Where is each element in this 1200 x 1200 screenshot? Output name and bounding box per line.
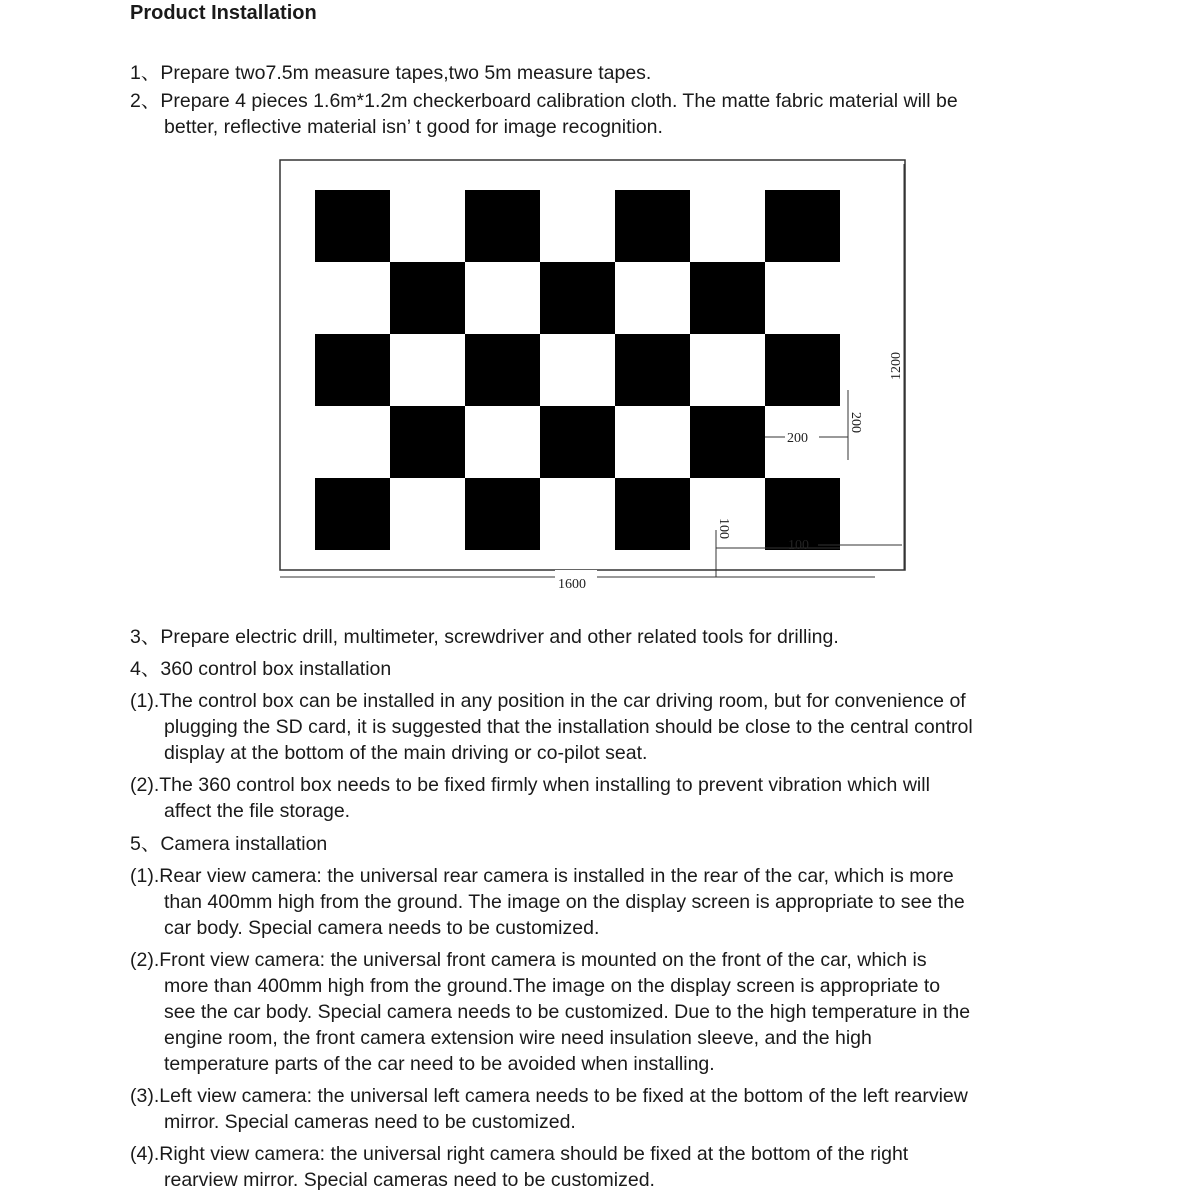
step-5-2-line-1: (2).Front view camera: the universal front camera is mounted on the front of the car, which is <box>130 949 927 971</box>
step-5-2-line-2: more than 400mm high from the ground.The image on the display screen is appropriate to <box>164 975 941 997</box>
checker-square <box>315 334 390 406</box>
checker-square <box>465 334 540 406</box>
step-2-line-2: better, reflective material isn’ t good for image recognition. <box>164 116 663 138</box>
checker-square <box>615 334 690 406</box>
step-5-3-line-1: (3).Left view camera: the universal left camera needs to be fixed at the bottom of the left rearview <box>130 1085 968 1107</box>
step-5-3 <box>130 1083 968 1135</box>
height-label: 1200 <box>889 352 904 380</box>
step-4: 4、360 control box installation <box>130 658 392 680</box>
checker-square <box>315 190 390 262</box>
step-5-1 <box>130 863 965 941</box>
square-v-label: 200 <box>848 412 863 433</box>
step-2 <box>130 88 958 140</box>
step-1: 1、Prepare two7.5m measure tapes,two 5m measure tapes. <box>130 62 652 84</box>
checker-square <box>390 406 465 478</box>
step-5-1-line-1: (1).Rear view camera: the universal rear camera is installed in the rear of the car, which is more <box>130 865 954 887</box>
step-5-2 <box>130 947 970 1077</box>
step-5-2-line-4: engine room, the front camera extension wire need insulation sleeve, and the high <box>164 1027 872 1049</box>
checker-square <box>390 262 465 334</box>
page-title: Product Installation <box>130 2 317 24</box>
checker-square <box>465 190 540 262</box>
step-4-2-line-1: (2).The 360 control box needs to be fixed firmly when installing to prevent vibration which will <box>130 774 930 796</box>
checker-square <box>690 406 765 478</box>
step-5-1-line-2: than 400mm high from the ground. The image on the display screen is appropriate to see the <box>164 891 965 913</box>
step-5-4-line-1: (4).Right view camera: the universal right camera should be fixed at the bottom of the right <box>130 1143 909 1165</box>
step-5: 5、Camera installation <box>130 833 328 855</box>
margin-v-label: 100 <box>716 518 731 539</box>
checker-square <box>690 262 765 334</box>
step-5-2-line-5: temperature parts of the car need to be avoided when installing. <box>164 1053 715 1075</box>
step-5-2-line-3: see the car body. Special camera needs to be customized. Due to the high temperature in the <box>164 1001 971 1023</box>
step-4-2 <box>130 772 930 824</box>
checker-square <box>615 190 690 262</box>
step-5-4-line-2: rearview mirror. Special cameras need to be customized. <box>164 1169 655 1191</box>
step-5-1-line-3: car body. Special camera needs to be customized. <box>164 917 600 939</box>
checker-square <box>540 262 615 334</box>
checker-square <box>465 478 540 550</box>
step-4-1-line-2: plugging the SD card, it is suggested that the installation should be close to the central control <box>164 716 973 738</box>
step-5-4 <box>130 1141 908 1193</box>
checker-square <box>765 334 840 406</box>
margin-h-label: 100 <box>788 538 809 553</box>
step-4-1 <box>130 688 973 766</box>
width-label: 1600 <box>558 577 586 592</box>
step-4-1-line-1: (1).The control box can be installed in any position in the car driving room, but for convenience of <box>130 690 966 712</box>
checker-square <box>540 406 615 478</box>
checkerboard-diagram <box>270 150 920 595</box>
step-4-1-line-3: display at the bottom of the main driving or co-pilot seat. <box>164 742 648 764</box>
step-4-2-line-2: affect the file storage. <box>164 800 351 822</box>
step-5-3-line-2: mirror. Special cameras need to be customized. <box>164 1111 576 1133</box>
checker-squares <box>315 190 840 550</box>
square-h-label: 200 <box>787 431 808 446</box>
step-3: 3、Prepare electric drill, multimeter, screwdriver and other related tools for drilling. <box>130 626 839 648</box>
checker-square <box>315 478 390 550</box>
checker-square <box>615 478 690 550</box>
step-2-line-1: 2、Prepare 4 pieces 1.6m*1.2m checkerboard calibration cloth. The matte fabric material will be <box>130 90 958 112</box>
checker-square <box>765 190 840 262</box>
